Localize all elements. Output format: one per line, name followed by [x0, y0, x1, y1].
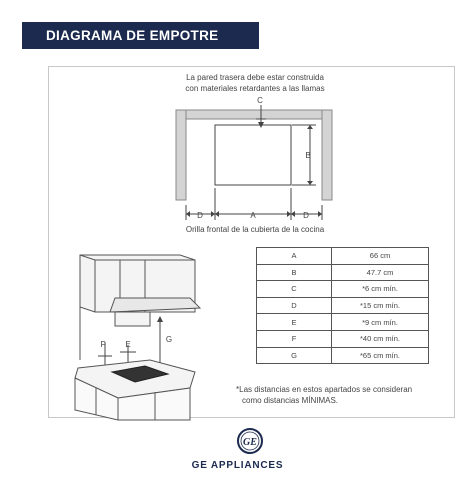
left-side-wall: [176, 110, 186, 200]
label-a: A: [250, 211, 256, 220]
label-f: F: [100, 340, 106, 349]
cooktop-cutout: [215, 125, 291, 185]
footnote-line2: como distancias MÍNIMAS.: [242, 395, 339, 405]
dimension-key: A: [257, 248, 332, 265]
label-d-left: D: [197, 211, 203, 220]
right-side-wall: [322, 110, 332, 200]
dimension-key: D: [257, 297, 332, 314]
top-view: [176, 105, 332, 220]
dimension-key: F: [257, 330, 332, 347]
back-wall-note-line2: con materiales retardantes a las llamas: [185, 84, 325, 93]
footnote: [236, 385, 466, 406]
ge-logo-text: GE: [243, 437, 257, 448]
dimension-key: B: [257, 264, 332, 281]
label-g: G: [165, 335, 173, 344]
table-row: [257, 297, 429, 314]
label-e: E: [125, 340, 131, 349]
back-wall-note-line1: La pared trasera debe estar construida: [186, 73, 324, 82]
dimension-value: *6 cm mín.: [332, 281, 429, 298]
back-wall: [176, 110, 332, 119]
dimension-key: C: [257, 281, 332, 298]
label-c: C: [257, 96, 263, 105]
dimension-value: *65 cm mín.: [332, 347, 429, 364]
dimension-key: E: [257, 314, 332, 331]
kitchen-view: [75, 255, 200, 420]
table-row: [257, 281, 429, 298]
dimension-value: 66 cm: [332, 248, 429, 265]
back-wall-note: [150, 72, 360, 94]
page-title: DIAGRAMA DE EMPOTRE: [46, 28, 219, 43]
table-row: [257, 248, 429, 265]
table-row: [257, 264, 429, 281]
label-b: B: [305, 151, 311, 160]
footnote-line1: *Las distancias en estos apartados se consideran: [236, 385, 413, 394]
label-d-right: D: [303, 211, 309, 220]
dimension-value: *9 cm mín.: [332, 314, 429, 331]
brand-name: GE APPLIANCES: [191, 460, 284, 471]
dimensions-table: [256, 247, 429, 364]
dimension-value: 47.7 cm: [332, 264, 429, 281]
front-edge-label: Orilla frontal de la cubierta de la cocina: [185, 225, 325, 234]
table-row: [257, 347, 429, 364]
dimension-key: G: [257, 347, 332, 364]
table-row: [257, 330, 429, 347]
table-row: [257, 314, 429, 331]
dimension-value: *40 cm mín.: [332, 330, 429, 347]
dimension-value: *15 cm mín.: [332, 297, 429, 314]
